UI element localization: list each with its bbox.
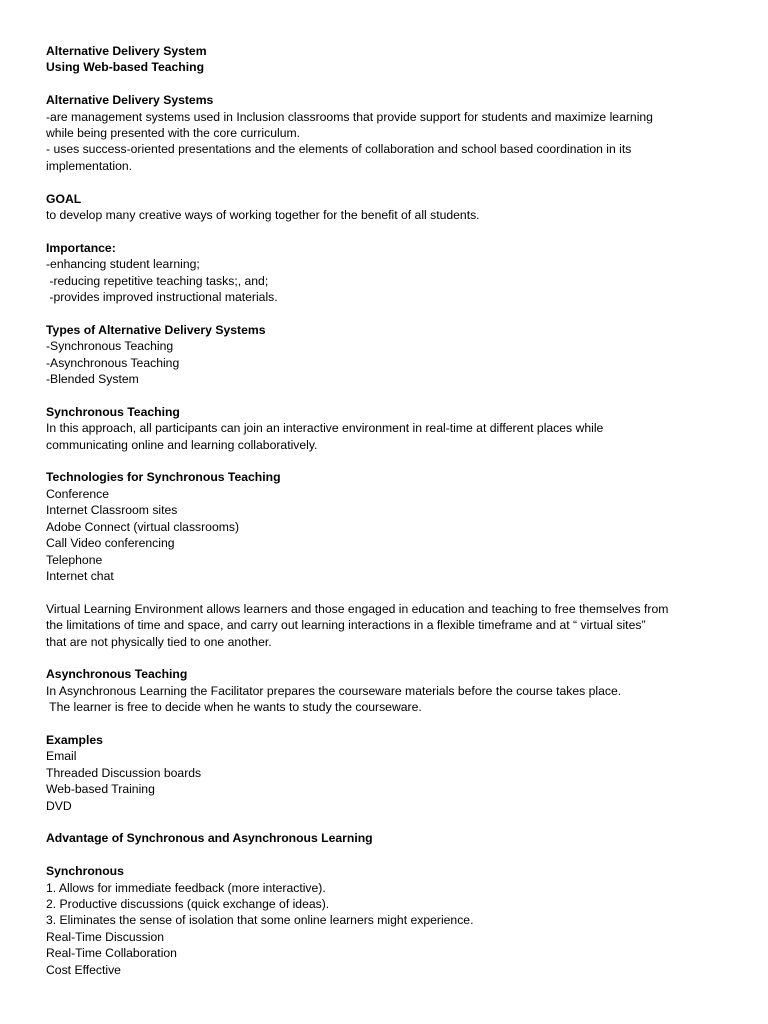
types-heading: Types of Alternative Delivery Systems (46, 322, 266, 337)
spacer (46, 453, 726, 469)
synchronous-teaching-line: communicating online and learning collaboratively. (46, 437, 318, 452)
technology-item: Conference (46, 486, 110, 501)
synchronous-teaching-line: In this approach, all participants can join an interactive environment in real-time at different places while (46, 421, 604, 436)
ads-line: while being presented with the core curriculum. (46, 126, 301, 141)
goal-heading: GOAL (46, 191, 82, 206)
document-title: Alternative Delivery System (46, 44, 207, 58)
spacer (46, 584, 726, 600)
technology-item: Internet chat (46, 568, 114, 583)
example-item: DVD (46, 798, 72, 813)
advantage-heading: Advantage of Synchronous and Asynchronous Learning (46, 831, 373, 846)
synchronous-item: 1. Allows for immediate feedback (more interactive). (46, 880, 326, 895)
ads-line: -are management systems used in Inclusion classrooms that provide support for students and maximize learning (46, 109, 653, 124)
vle-line: that are not physically tied to one another. (46, 634, 272, 649)
ads-heading: Alternative Delivery Systems (46, 93, 214, 108)
asynchronous-teaching-line: In Asynchronous Learning the Facilitator prepares the courseware materials before the course takes place. (46, 683, 622, 698)
spacer (46, 223, 726, 239)
spacer (46, 76, 726, 92)
synchronous-item: 3. Eliminates the sense of isolation that some online learners might experience. (46, 913, 474, 928)
synchronous-item: 2. Productive discussions (quick exchange of ideas). (46, 896, 330, 911)
vle-line: the limitations of time and space, and carry out learning interactions in a flexible timeframe and at “ virtual sites” (46, 618, 646, 633)
types-item: -Synchronous Teaching (46, 339, 174, 354)
spacer (46, 716, 726, 732)
synchronous-item: Real-Time Discussion (46, 929, 165, 944)
spacer (46, 387, 726, 403)
synchronous-item: Real-Time Collaboration (46, 946, 177, 961)
synchronous-item: Cost Effective (46, 962, 121, 977)
goal-text: to develop many creative ways of working together for the benefit of all students. (46, 208, 480, 223)
spacer (46, 650, 726, 666)
technology-item: Internet Classroom sites (46, 503, 178, 518)
document-page (46, 43, 726, 978)
asynchronous-teaching-heading: Asynchronous Teaching (46, 667, 188, 682)
example-item: Web-based Training (46, 782, 155, 797)
importance-heading: Importance: (46, 240, 116, 255)
vle-line: Virtual Learning Environment allows learners and those engaged in education and teaching to free themselves from (46, 601, 669, 616)
synchronous-teaching-heading: Synchronous Teaching (46, 404, 180, 419)
technology-item: Adobe Connect (virtual classrooms) (46, 519, 240, 534)
types-item: -Blended System (46, 372, 139, 387)
importance-item: -provides improved instructional materials. (46, 290, 278, 305)
types-item: -Asynchronous Teaching (46, 355, 180, 370)
spacer (46, 847, 726, 863)
synchronous-heading: Synchronous (46, 864, 124, 879)
importance-item: -enhancing student learning; (46, 257, 200, 272)
asynchronous-teaching-line: The learner is free to decide when he wants to study the courseware. (46, 700, 422, 715)
technology-item: Call Video conferencing (46, 536, 175, 551)
technology-item: Telephone (46, 552, 103, 567)
example-item: Threaded Discussion boards (46, 765, 202, 780)
ads-line: - uses success-oriented presentations and the elements of collaboration and school based coordination in its (46, 142, 632, 157)
ads-line: implementation. (46, 158, 133, 173)
spacer (46, 305, 726, 321)
example-item: Email (46, 749, 77, 764)
spacer (46, 814, 726, 830)
spacer (46, 174, 726, 190)
importance-item: -reducing repetitive teaching tasks;, and; (46, 273, 269, 288)
examples-heading: Examples (46, 732, 103, 747)
document-subtitle: Using Web-based Teaching (46, 60, 205, 75)
technologies-heading: Technologies for Synchronous Teaching (46, 470, 281, 485)
